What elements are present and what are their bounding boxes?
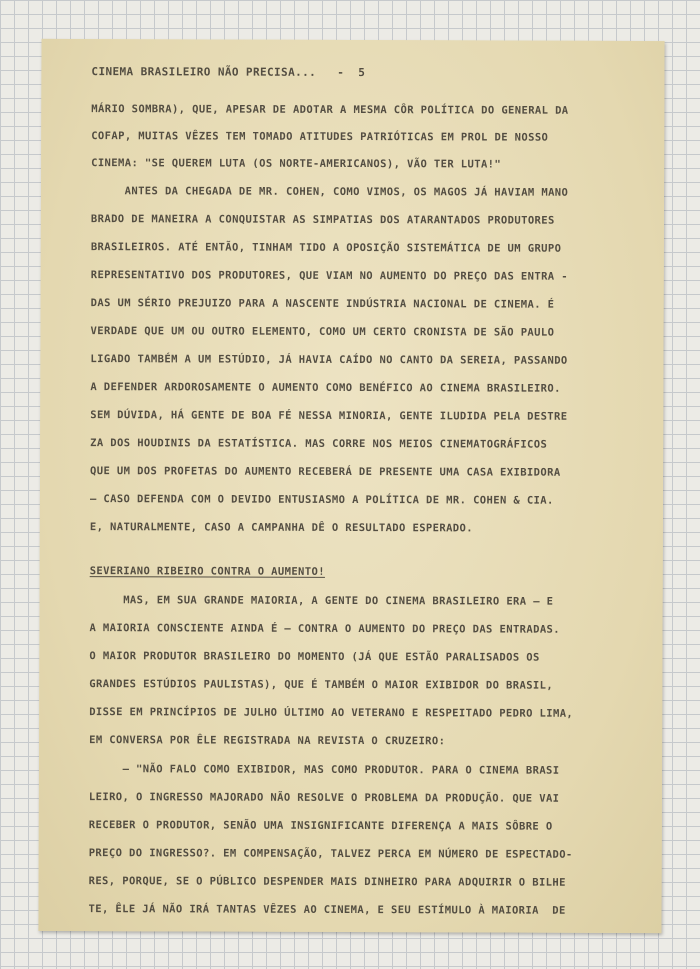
typewritten-page (38, 39, 664, 933)
text-line: EM CONVERSA POR ÊLE REGISTRADA NA REVISTA O CRUZEIRO: (89, 734, 446, 748)
text-line: COFAP, MUITAS VÊZES TEM TOMADO ATITUDES PATRIÓTICAS EM PROL DE NOSSO (91, 130, 549, 144)
text-line: DISSE EM PRINCÍPIOS DE JULHO ÚLTIMO AO VETERANO E RESPEITADO PEDRO LIMA, (89, 706, 574, 720)
quote-line: RES, PORQUE, SE O PÚBLICO DESPENDER MAIS DINHEIRO PARA ADQUIRIR O BILHE (88, 875, 566, 889)
text-line: VERDADE QUE UM OU OUTRO ELEMENTO, COMO UM CERTO CRONISTA DE SÃO PAULO (90, 325, 555, 339)
text-line: ANTES DA CHEGADA DE MR. COHEN, COMO VIMOS, OS MAGOS JÁ HAVIAM MANO (91, 185, 569, 199)
text-line: BRASILEIROS. ATÉ ENTÃO, TINHAM TIDO A OPOSIÇÃO SISTEMÁTICA DE UM GRUPO (90, 241, 562, 255)
quote-line: — "NÃO FALO COMO EXIBIDOR, MAS COMO PRODUTOR. PARA O CINEMA BRASI (88, 763, 560, 777)
text-line: SEM DÚVIDA, HÁ GENTE DE BOA FÉ NESSA MINORIA, GENTE ILUDIDA PELA DESTRE (90, 409, 568, 423)
text-line: CINEMA: "SE QUEREM LUTA (OS NORTE-AMERICANOS), VÃO TER LUTA!" (91, 157, 502, 171)
text-line: O MAIOR PRODUTOR BRASILEIRO DO MOMENTO (JÁ QUE ESTÃO PARALISADOS OS (89, 650, 540, 664)
text-line: MÁRIO SOMBRA), QUE, APESAR DE ADOTAR A MESMA CÔR POLÍTICA DO GENERAL DA (91, 103, 569, 117)
text-line: REPRESENTATIVO DOS PRODUTORES, QUE VIAM NO AUMENTO DO PREÇO DAS ENTRA - (90, 269, 568, 283)
text-line: LIGADO TAMBÉM A UM ESTÚDIO, JÁ HAVIA CAÍDO NO CANTO DA SEREIA, PASSANDO (90, 353, 568, 367)
text-line: BRADO DE MANEIRA A CONQUISTAR AS SIMPATIAS DOS ATARANTADOS PRODUTORES (90, 213, 555, 227)
text-line: ZA DOS HOUDINIS DA ESTATÍSTICA. MAS CORRE NOS MEIOS CINEMATOGRÁFICOS (90, 437, 548, 451)
text-line: DAS UM SÉRIO PREJUIZO PARA A NASCENTE INDÚSTRIA NACIONAL DE CINEMA. É (90, 297, 555, 311)
page-header: CINEMA BRASILEIRO NÃO PRECISA... - 5 (91, 65, 366, 80)
text-line: — CASO DEFENDA COM O DEVIDO ENTUSIASMO A POLÍTICA DE MR. COHEN & CIA. (89, 493, 554, 507)
text-line: MAS, EM SUA GRANDE MAIORIA, A GENTE DO CINEMA BRASILEIRO ERA — E (89, 594, 554, 608)
section-subheading: SEVERIANO RIBEIRO CONTRA O AUMENTO! (89, 565, 325, 578)
quote-line: PREÇO DO INGRESSO?. EM COMPENSAÇÃO, TALVEZ PERCA EM NÚMERO DE ESPECTADO- (88, 847, 573, 861)
text-line: E, NATURALMENTE, CASO A CAMPANHA DÊ O RESULTADO ESPERADO. (89, 521, 474, 535)
text-line: A MAIORIA CONSCIENTE AINDA É — CONTRA O AUMENTO DO PREÇO DAS ENTRADAS. (89, 622, 561, 636)
text-line: GRANDES ESTÚDIOS PAULISTAS), QUE É TAMBÉM O MAIOR EXIBIDOR DO BRASIL, (89, 678, 554, 692)
quote-line: LEIRO, O INGRESSO MAJORADO NÃO RESOLVE O PROBLEMA DA PRODUÇÃO. QUE VAI (88, 791, 560, 805)
text-line: A DEFENDER ARDOROSAMENTE O AUMENTO COMO BENÉFICO AO CINEMA BRASILEIRO. (90, 381, 561, 395)
quote-line: RECEBER O PRODUTOR, SENÃO UMA INSIGNIFICANTE DIFERENÇA A MAIS SÔBRE O (88, 819, 553, 833)
text-line: QUE UM DOS PROFETAS DO AUMENTO RECEBERÁ DE PRESENTE UMA CASA EXIBIDORA (90, 465, 561, 479)
quote-line: TE, ÊLE JÁ NÃO IRÁ TANTAS VÊZES AO CINEMA, E SEU ESTÍMULO À MAIORIA DE (88, 903, 566, 917)
